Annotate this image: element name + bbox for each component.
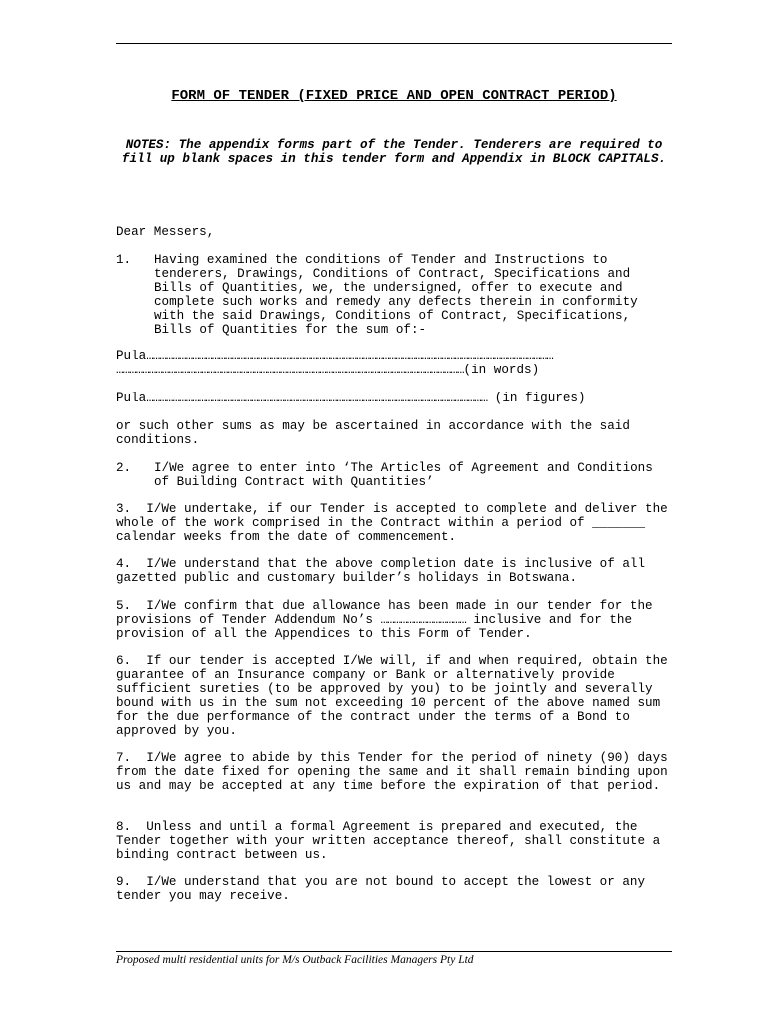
clause-4: 4. I/We understand that the above completion date is inclusive of all gazetted public and customary builder’s holidays in Botswana. [116,557,653,585]
clause-5 [116,600,672,642]
clause-2-number: 2. [116,461,132,475]
notes-paragraph [116,139,672,167]
pula-words-dots: …………………………………………………………………………………………………………………………………………………………………… [146,350,553,363]
pula-words-line-1 [116,350,668,364]
clause-5-text-b: inclusive and for the provision of all the Appendices to this Form of Tender. [116,612,640,641]
in-figures-label: (in figures) [494,392,586,405]
clause-5-text-a: 5. I/We confirm that due allowance has been made in our tender for the provisions of Tender Addendum No’s [116,599,661,627]
in-words-label: (in words) [463,364,540,377]
notes-label: NOTES [125,138,164,152]
pula-words-dots-2: …………………………………………………………………………………………………………………………………………… [116,364,464,377]
footer-rule [116,951,672,952]
clause-5-dots: ………………………………… [380,612,466,627]
pula-words-line-2 [116,364,672,378]
clause-3: 3. I/We undertake, if our Tender is accepted to complete and deliver the whole of the work comprised in the Contract within a period of _______ calendar weeks from the date of commencement. [116,502,676,544]
notes-text: : The appendix forms part of the Tender. Tenderers are required to fill up blank spaces in this tender form and Appendix in BLOCK CAPITALS. [121,138,667,166]
document-title: FORM OF TENDER (FIXED PRICE AND OPEN CONTRACT PERIOD) [171,88,617,104]
salutation: Dear Messers, [116,225,215,239]
clause-9: 9. I/We understand that you are not bound to accept the lowest or any tender you may receive. [116,875,653,903]
clause-8: 8. Unless and until a formal Agreement is prepared and executed, the Tender together with your written acceptance thereof, shall constitute a binding contract between us. [116,820,668,862]
header-rule [116,43,672,44]
pula-figures-line [116,392,672,406]
pula-words-label: Pula [116,350,147,363]
clause-2-text: I/We agree to enter into ‘The Articles of Agreement and Conditions of Building Contract with Quantities’ [154,461,653,489]
pula-figures-label: Pula [116,392,147,405]
clause-1-text: Having examined the conditions of Tender and Instructions to tenderers, Drawings, Conditions of Contract, Specifications and Bills of Quantities, we, the undersigned, offer to execute and complete such works and remedy any defects therein in conformity with the said Drawings, Conditions of Contract, Specifications, Bills of Quantities for the sum of:- [154,253,638,337]
footer-text: Proposed multi residential units for M/s Outback Facilities Managers Pty Ltd [116,954,474,966]
pula-figures-dots: ………………………………………………………………………………………………………………………………………… [146,392,488,405]
clause-1-number: 1. [116,253,132,267]
clause-6: 6. If our tender is accepted I/We will, if and when required, obtain the guarantee of an Insurance company or Bank or alternatively provide sufficient sureties (to be approved by you) to be jointly and severally bound with us in the sum not exceeding 10 percent of the above named sum for the due performance of the contract under the terms of a Bond to approved by you. [116,654,676,738]
clause-7: 7. I/We agree to abide by this Tender for the period of ninety (90) days from the date fixed for opening the same and it shall remain binding upon us and may be accepted at any time before the expiration of that period. [116,751,676,793]
other-sums-text: or such other sums as may be ascertained in accordance with the said conditions. [116,419,638,447]
